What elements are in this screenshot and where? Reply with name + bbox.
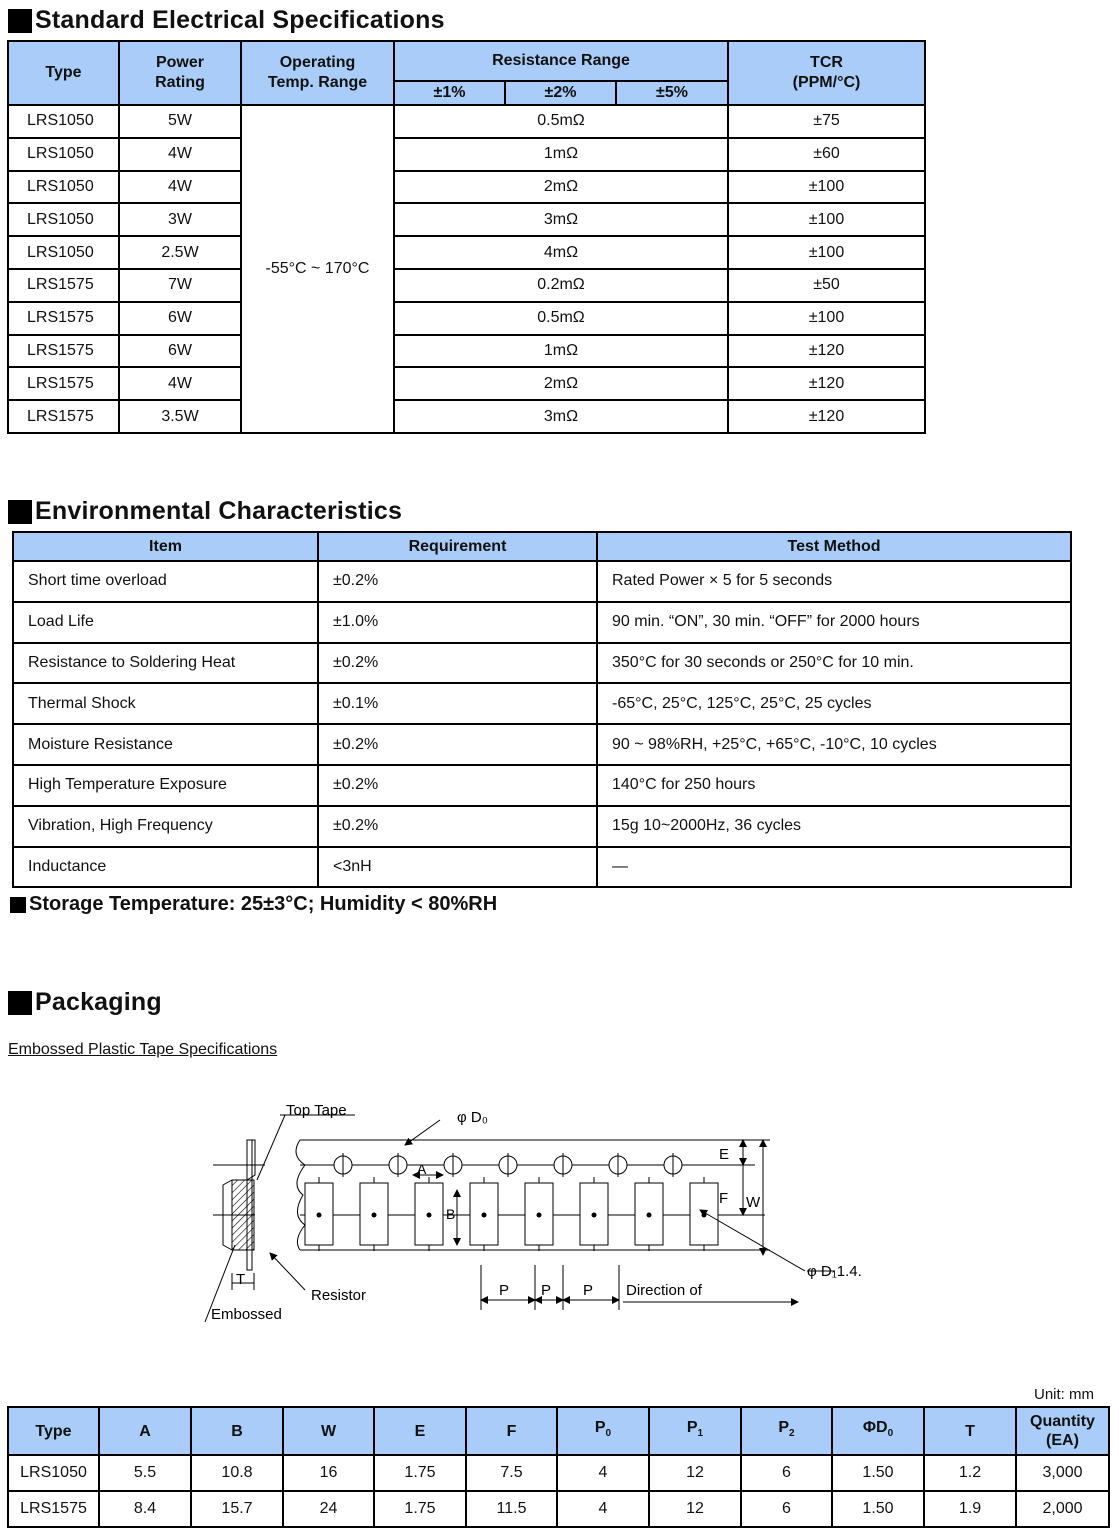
- cell-item: High Temperature Exposure: [13, 765, 318, 806]
- cell-resistance: 2mΩ: [394, 367, 728, 400]
- bullet-square-icon: [8, 500, 32, 524]
- electrical-spec-table: [7, 40, 926, 434]
- pkg-header-p1: $P_1$: [649, 1407, 741, 1455]
- cell-power: 5W: [119, 105, 241, 138]
- pkg-header-a: A: [99, 1407, 191, 1455]
- cell-test-method: 140°C for 250 hours: [597, 765, 1071, 806]
- label-w: W: [746, 1194, 761, 1211]
- cell-resistance: 1mΩ: [394, 335, 728, 368]
- cell-resistance: 0.5mΩ: [394, 105, 728, 138]
- cell-tcr: ±120: [728, 335, 925, 368]
- cell-requirement: ±1.0%: [318, 602, 597, 643]
- label-f: F: [719, 1190, 729, 1207]
- pkg-header-p0: $P_0$: [557, 1407, 649, 1455]
- cell-test-method: 90 ~ 98%RH, +25°C, +65°C, -10°C, 10 cycles: [597, 724, 1071, 765]
- cell-type: LRS1050: [8, 236, 119, 269]
- cell-requirement: ±0.2%: [318, 724, 597, 765]
- cell-resistance: 3mΩ: [394, 400, 728, 433]
- storage-note: [10, 893, 497, 916]
- table-row: [8, 269, 925, 302]
- cell-f: 11.5: [466, 1491, 557, 1527]
- cell-t: 1.9: [924, 1491, 1016, 1527]
- pkg-header-b: B: [191, 1407, 283, 1455]
- table-row: [8, 105, 925, 138]
- cell-resistance: 1mΩ: [394, 138, 728, 171]
- table-row: [8, 138, 925, 171]
- cell-resistance: 0.2mΩ: [394, 269, 728, 302]
- label-p-1: P: [499, 1282, 510, 1299]
- cell-tcr: ±100: [728, 171, 925, 204]
- cell-power: 6W: [119, 335, 241, 368]
- table-row: [13, 602, 1071, 643]
- label-a: A: [417, 1161, 427, 1177]
- pkg-header-qty: Quantity (EA): [1016, 1407, 1109, 1455]
- header-tol-2: ±2%: [505, 81, 616, 105]
- cell-p2: 6: [741, 1491, 832, 1527]
- cell-item: Short time overload: [13, 561, 318, 602]
- label-p-2: P: [541, 1282, 552, 1299]
- cell-item: Thermal Shock: [13, 683, 318, 724]
- cell-a: 8.4: [99, 1491, 191, 1527]
- table-row: [8, 302, 925, 335]
- cell-tcr: ±75: [728, 105, 925, 138]
- cell-type: LRS1050: [8, 138, 119, 171]
- cell-test-method: —: [597, 847, 1071, 888]
- table-row: [8, 400, 925, 433]
- cell-p0: 4: [557, 1455, 649, 1491]
- cell-tcr: ±50: [728, 269, 925, 302]
- cell-b: 10.8: [191, 1455, 283, 1491]
- packaging-table: [7, 1406, 1110, 1528]
- pkg-header-t: T: [924, 1407, 1016, 1455]
- cell-temp-range: -55°C ~ 170°C: [241, 105, 394, 433]
- cell-t: 1.2: [924, 1455, 1016, 1491]
- cell-qty: 2,000: [1016, 1491, 1109, 1527]
- table-row: [13, 683, 1071, 724]
- cell-tcr: ±100: [728, 203, 925, 236]
- cell-tcr: ±100: [728, 302, 925, 335]
- header-test-method: Test Method: [597, 532, 1071, 561]
- cell-type: LRS1575: [8, 302, 119, 335]
- pkg-header-f: F: [466, 1407, 557, 1455]
- env-title-text: Environmental Characteristics: [35, 497, 403, 525]
- header-type: Type: [8, 41, 119, 105]
- table-row: [8, 171, 925, 204]
- cell-qty: 3,000: [1016, 1455, 1109, 1491]
- cell-tcr: ±120: [728, 367, 925, 400]
- table-row: [8, 1491, 1109, 1527]
- cell-e: 1.75: [374, 1491, 466, 1527]
- pocket-hole: [482, 1213, 487, 1218]
- cell-w: 24: [283, 1491, 374, 1527]
- tape-diagram: [195, 1095, 895, 1335]
- pocket-hole: [592, 1213, 597, 1218]
- header-requirement: Requirement: [318, 532, 597, 561]
- label-d1: φ D₁1.4.: [807, 1263, 862, 1280]
- env-section-title: [8, 497, 402, 526]
- bullet-square-icon: [10, 897, 26, 913]
- cell-requirement: <3nH: [318, 847, 597, 888]
- component-pockets: [305, 1177, 718, 1251]
- table-row: [13, 724, 1071, 765]
- cell-power: 4W: [119, 138, 241, 171]
- label-t: T: [236, 1271, 246, 1288]
- cell-type: LRS1575: [8, 367, 119, 400]
- table-row: [8, 1455, 1109, 1491]
- cell-requirement: ±0.2%: [318, 561, 597, 602]
- cell-d0: 1.50: [832, 1491, 924, 1527]
- cell-type: LRS1050: [8, 171, 119, 204]
- cell-requirement: ±0.2%: [318, 765, 597, 806]
- cell-power: 4W: [119, 171, 241, 204]
- label-embossed: Embossed: [211, 1306, 282, 1323]
- cell-test-method: Rated Power × 5 for 5 seconds: [597, 561, 1071, 602]
- cell-b: 15.7: [191, 1491, 283, 1527]
- cell-power: 3.5W: [119, 400, 241, 433]
- pocket-hole: [317, 1213, 322, 1218]
- table-row: [8, 236, 925, 269]
- cell-resistance: 0.5mΩ: [394, 302, 728, 335]
- pkg-header-e: E: [374, 1407, 466, 1455]
- spec-section-title: [8, 6, 445, 35]
- header-item: Item: [13, 532, 318, 561]
- cell-p0: 4: [557, 1491, 649, 1527]
- spec-title-text: Standard Electrical Specifications: [35, 6, 445, 34]
- cell-tcr: ±120: [728, 400, 925, 433]
- header-resistance: Resistance Range: [394, 41, 728, 81]
- cell-f: 7.5: [466, 1455, 557, 1491]
- cell-e: 1.75: [374, 1455, 466, 1491]
- label-resistor: Resistor: [311, 1287, 367, 1304]
- cell-type: LRS1575: [8, 335, 119, 368]
- table-row: [13, 847, 1071, 888]
- label-d0: φ D₀: [457, 1109, 488, 1126]
- cell-requirement: ±0.1%: [318, 683, 597, 724]
- header-tol-5: ±5%: [616, 81, 728, 105]
- cell-type: LRS1050: [8, 203, 119, 236]
- cell-item: Resistance to Soldering Heat: [13, 643, 318, 684]
- cell-type: LRS1575: [8, 1491, 99, 1527]
- label-p-3: P: [583, 1282, 594, 1299]
- cell-type: LRS1575: [8, 400, 119, 433]
- cell-p1: 12: [649, 1491, 741, 1527]
- pkg-section-title: [8, 988, 162, 1017]
- cell-resistance: 3mΩ: [394, 203, 728, 236]
- pocket-hole: [427, 1213, 432, 1218]
- pkg-header-p2: $P_2$: [741, 1407, 832, 1455]
- cell-test-method: 15g 10~2000Hz, 36 cycles: [597, 806, 1071, 847]
- cell-item: Moisture Resistance: [13, 724, 318, 765]
- bullet-square-icon: [8, 9, 32, 33]
- header-power: Power Rating: [119, 41, 241, 105]
- cell-test-method: 90 min. “ON”, 30 min. “OFF” for 2000 hours: [597, 602, 1071, 643]
- pocket-hole: [537, 1213, 542, 1218]
- pkg-header-w: W: [283, 1407, 374, 1455]
- label-top-tape: Top Tape: [286, 1102, 347, 1119]
- table-row: [8, 335, 925, 368]
- header-tcr: TCR (PPM/°C): [728, 41, 925, 105]
- table-row: [13, 643, 1071, 684]
- cell-p2: 6: [741, 1455, 832, 1491]
- table-row: [13, 765, 1071, 806]
- cell-item: Load Life: [13, 602, 318, 643]
- cell-requirement: ±0.2%: [318, 806, 597, 847]
- cell-tcr: ±100: [728, 236, 925, 269]
- cell-requirement: ±0.2%: [318, 643, 597, 684]
- table-row: [13, 806, 1071, 847]
- cell-power: 4W: [119, 367, 241, 400]
- cell-resistance: 2mΩ: [394, 171, 728, 204]
- cell-test-method: -65°C, 25°C, 125°C, 25°C, 25 cycles: [597, 683, 1071, 724]
- tape-side-view: [213, 1140, 265, 1290]
- cell-power: 6W: [119, 302, 241, 335]
- table-row: [8, 367, 925, 400]
- label-direction: Direction of: [626, 1282, 702, 1299]
- cell-tcr: ±60: [728, 138, 925, 171]
- pkg-header-d0: $\Phi D_0$: [832, 1407, 924, 1455]
- label-b: B: [446, 1206, 456, 1222]
- cell-power: 2.5W: [119, 236, 241, 269]
- unit-label: Unit: mm: [1034, 1386, 1094, 1403]
- cell-type: LRS1050: [8, 1455, 99, 1491]
- pkg-header-type: Type: [8, 1407, 99, 1455]
- storage-note-text: Storage Temperature: 25±3°C; Humidity < 80%RH: [29, 893, 498, 915]
- pkg-title-text: Packaging: [35, 988, 162, 1016]
- cell-test-method: 350°C for 30 seconds or 250°C for 10 min.: [597, 643, 1071, 684]
- table-row: [13, 561, 1071, 602]
- cell-power: 7W: [119, 269, 241, 302]
- cell-a: 5.5: [99, 1455, 191, 1491]
- table-row: [8, 203, 925, 236]
- cell-type: LRS1050: [8, 105, 119, 138]
- environmental-table: [12, 531, 1072, 888]
- cell-p1: 12: [649, 1455, 741, 1491]
- pocket-hole: [372, 1213, 377, 1218]
- pocket-hole: [647, 1213, 652, 1218]
- cell-type: LRS1575: [8, 269, 119, 302]
- cell-resistance: 4mΩ: [394, 236, 728, 269]
- pkg-subtitle: Embossed Plastic Tape Specifications: [8, 1041, 278, 1058]
- cell-w: 16: [283, 1455, 374, 1491]
- cell-item: Vibration, High Frequency: [13, 806, 318, 847]
- header-tol-1: ±1%: [394, 81, 505, 105]
- cell-item: Inductance: [13, 847, 318, 888]
- cell-d0: 1.50: [832, 1455, 924, 1491]
- bullet-square-icon: [8, 991, 32, 1015]
- header-temp: Operating Temp. Range: [241, 41, 394, 105]
- label-e: E: [719, 1146, 730, 1163]
- cell-power: 3W: [119, 203, 241, 236]
